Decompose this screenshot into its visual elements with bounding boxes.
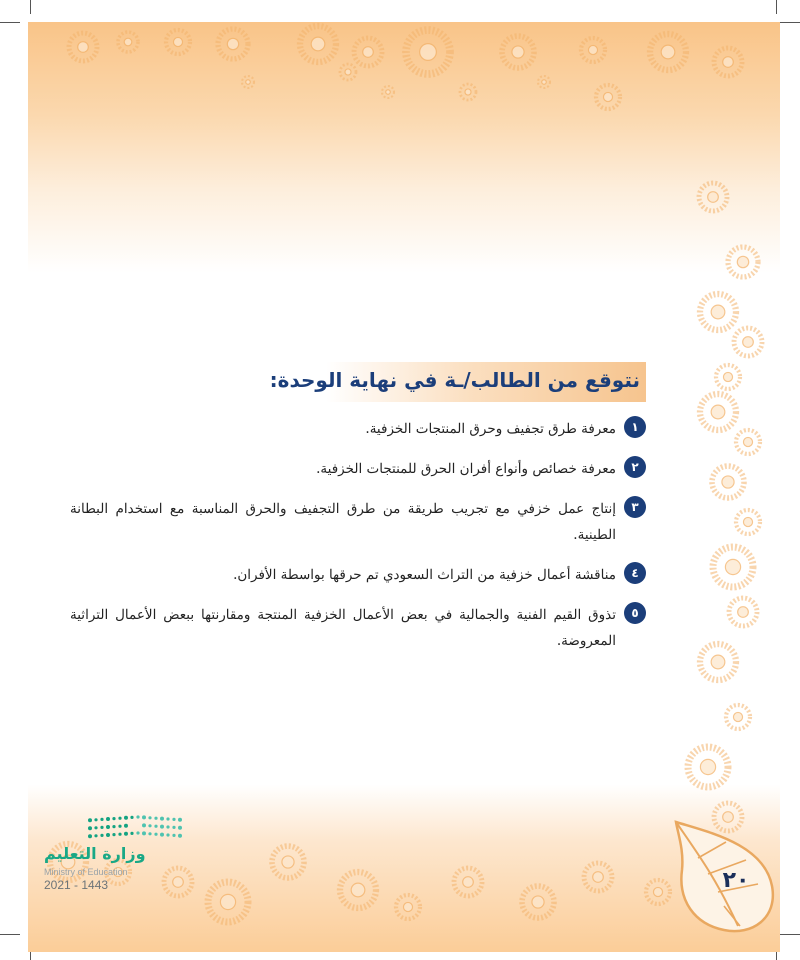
objective-number: ٣ — [624, 496, 646, 518]
ministry-name-arabic: وزارة التعليم — [44, 844, 146, 863]
flower-ornament — [118, 32, 138, 52]
flower-ornament — [382, 86, 394, 98]
flower-ornament — [538, 76, 550, 88]
flower-ornament — [729, 598, 757, 626]
crop-mark — [780, 934, 800, 935]
logo-dot — [166, 833, 169, 836]
flower-ornament — [208, 882, 248, 922]
logo-dot — [130, 816, 133, 819]
flower-ornament — [242, 76, 254, 88]
flower-ornament — [700, 294, 736, 330]
crop-mark — [30, 0, 31, 14]
logo-dot — [94, 818, 97, 821]
logo-dot — [130, 832, 133, 835]
flower-ornament — [340, 64, 356, 80]
crop-mark — [776, 0, 777, 14]
logo-dot — [124, 816, 128, 820]
flower-ornament — [581, 38, 605, 62]
heading-text: نتوقع من الطالب/ـة في نهاية الوحدة: — [269, 368, 640, 392]
flower-ornament — [272, 846, 304, 878]
flower-ornament — [714, 48, 742, 76]
logo-dot — [142, 815, 146, 819]
flower-ornament — [699, 183, 727, 211]
crop-mark — [0, 22, 20, 23]
crop-mark — [780, 22, 800, 23]
flower-ornament — [300, 26, 336, 62]
logo-dot — [118, 817, 121, 820]
logo-dot — [124, 824, 128, 828]
logo-dot — [160, 825, 164, 829]
objective-text: مناقشة أعمال خزفية من التراث السعودي تم حرقها بواسطة الأفران. — [233, 567, 616, 583]
ministry-year: 2021 - 1443 — [44, 878, 109, 892]
logo-dot — [166, 817, 169, 820]
logo-dot — [88, 826, 92, 830]
logo-dot — [100, 834, 103, 837]
flower-ornament — [646, 880, 670, 904]
flower-ornament — [406, 30, 450, 74]
flower-ornament — [522, 886, 554, 918]
flower-ornament — [700, 394, 736, 430]
flower-ornament — [396, 895, 420, 919]
logo-dot — [106, 817, 110, 821]
objective-number: ٤ — [624, 562, 646, 584]
logo-dot — [148, 824, 151, 827]
flower-ornament — [736, 510, 760, 534]
ministry-name-english: Ministry of Education — [44, 867, 128, 877]
flower-ornament — [726, 705, 750, 729]
logo-dot — [88, 834, 92, 838]
objective-number: ٢ — [624, 456, 646, 478]
logo-dot — [112, 825, 115, 828]
flower-ornament — [596, 85, 620, 109]
logo-dot — [106, 825, 110, 829]
logo-dot — [142, 823, 146, 827]
objective-number: ١ — [624, 416, 646, 438]
logo-dot — [118, 825, 121, 828]
logo-dot — [94, 826, 97, 829]
logo-dot — [100, 818, 103, 821]
flower-ornament — [69, 33, 97, 61]
flower-ornament — [713, 547, 753, 587]
logo-dot — [154, 825, 157, 828]
objective-text: معرفة خصائص وأنواع أفران الحرق للمنتجات الخزفية. — [316, 461, 616, 477]
logo-dot — [154, 817, 157, 820]
flower-ornament — [218, 29, 248, 59]
logo-dot — [100, 826, 103, 829]
flower-ornament — [650, 34, 686, 70]
logo-dot — [124, 832, 128, 836]
ministry-dots-icon — [84, 812, 184, 840]
logo-dot — [148, 832, 151, 835]
logo-dot — [178, 818, 182, 822]
objective-text: إنتاج عمل خزفي مع تجريب طريقة من طرق التجفيف والحرق المناسبة مع استخدام البطانة الطينية. — [70, 501, 616, 543]
objective-item — [70, 456, 646, 482]
logo-dot — [160, 817, 164, 821]
logo-dot — [148, 816, 151, 819]
objective-number: ٥ — [624, 602, 646, 624]
flower-ornament — [454, 868, 482, 896]
flower-ornament — [728, 247, 758, 277]
objective-text: معرفة طرق تجفيف وحرق المنتجات الخزفية. — [365, 421, 616, 437]
ministry-logo — [44, 812, 184, 897]
flower-ornament — [700, 644, 736, 680]
objective-item — [70, 562, 646, 588]
objective-item — [70, 602, 646, 654]
logo-dot — [118, 833, 121, 836]
logo-dot — [112, 817, 115, 820]
logo-dot — [112, 833, 115, 836]
logo-dot — [142, 831, 146, 835]
flower-ornament — [460, 84, 476, 100]
objectives-list — [70, 416, 646, 668]
flower-ornament — [354, 38, 382, 66]
flower-ornament — [166, 30, 190, 54]
flower-ornament — [716, 365, 740, 389]
flower-ornament — [340, 872, 376, 908]
objective-item — [70, 496, 646, 548]
logo-dot — [94, 834, 97, 837]
flower-ornament — [734, 328, 762, 356]
logo-dot — [172, 834, 175, 837]
logo-dot — [136, 831, 139, 834]
logo-dot — [106, 833, 110, 837]
logo-dot — [88, 818, 92, 822]
logo-dot — [172, 818, 175, 821]
flower-ornament — [502, 36, 534, 68]
flower-ornament — [584, 863, 612, 891]
logo-dot — [172, 826, 175, 829]
page-number: ٢٠ — [722, 868, 750, 893]
logo-dot — [154, 833, 157, 836]
flower-ornament — [712, 466, 744, 498]
crop-mark — [0, 934, 20, 935]
logo-dot — [178, 834, 182, 838]
logo-dot — [166, 825, 169, 828]
logo-dot — [178, 826, 182, 830]
objective-item — [70, 416, 646, 442]
logo-dot — [160, 833, 164, 837]
flower-ornament — [688, 747, 728, 787]
logo-dot — [136, 815, 139, 818]
section-heading — [269, 362, 646, 402]
flower-ornament — [736, 430, 760, 454]
objective-text: تذوق القيم الفنية والجمالية في بعض الأعمال الخزفية المنتجة ومقارنتها ببعض الأعمال التراثية المعروضة. — [70, 607, 616, 649]
